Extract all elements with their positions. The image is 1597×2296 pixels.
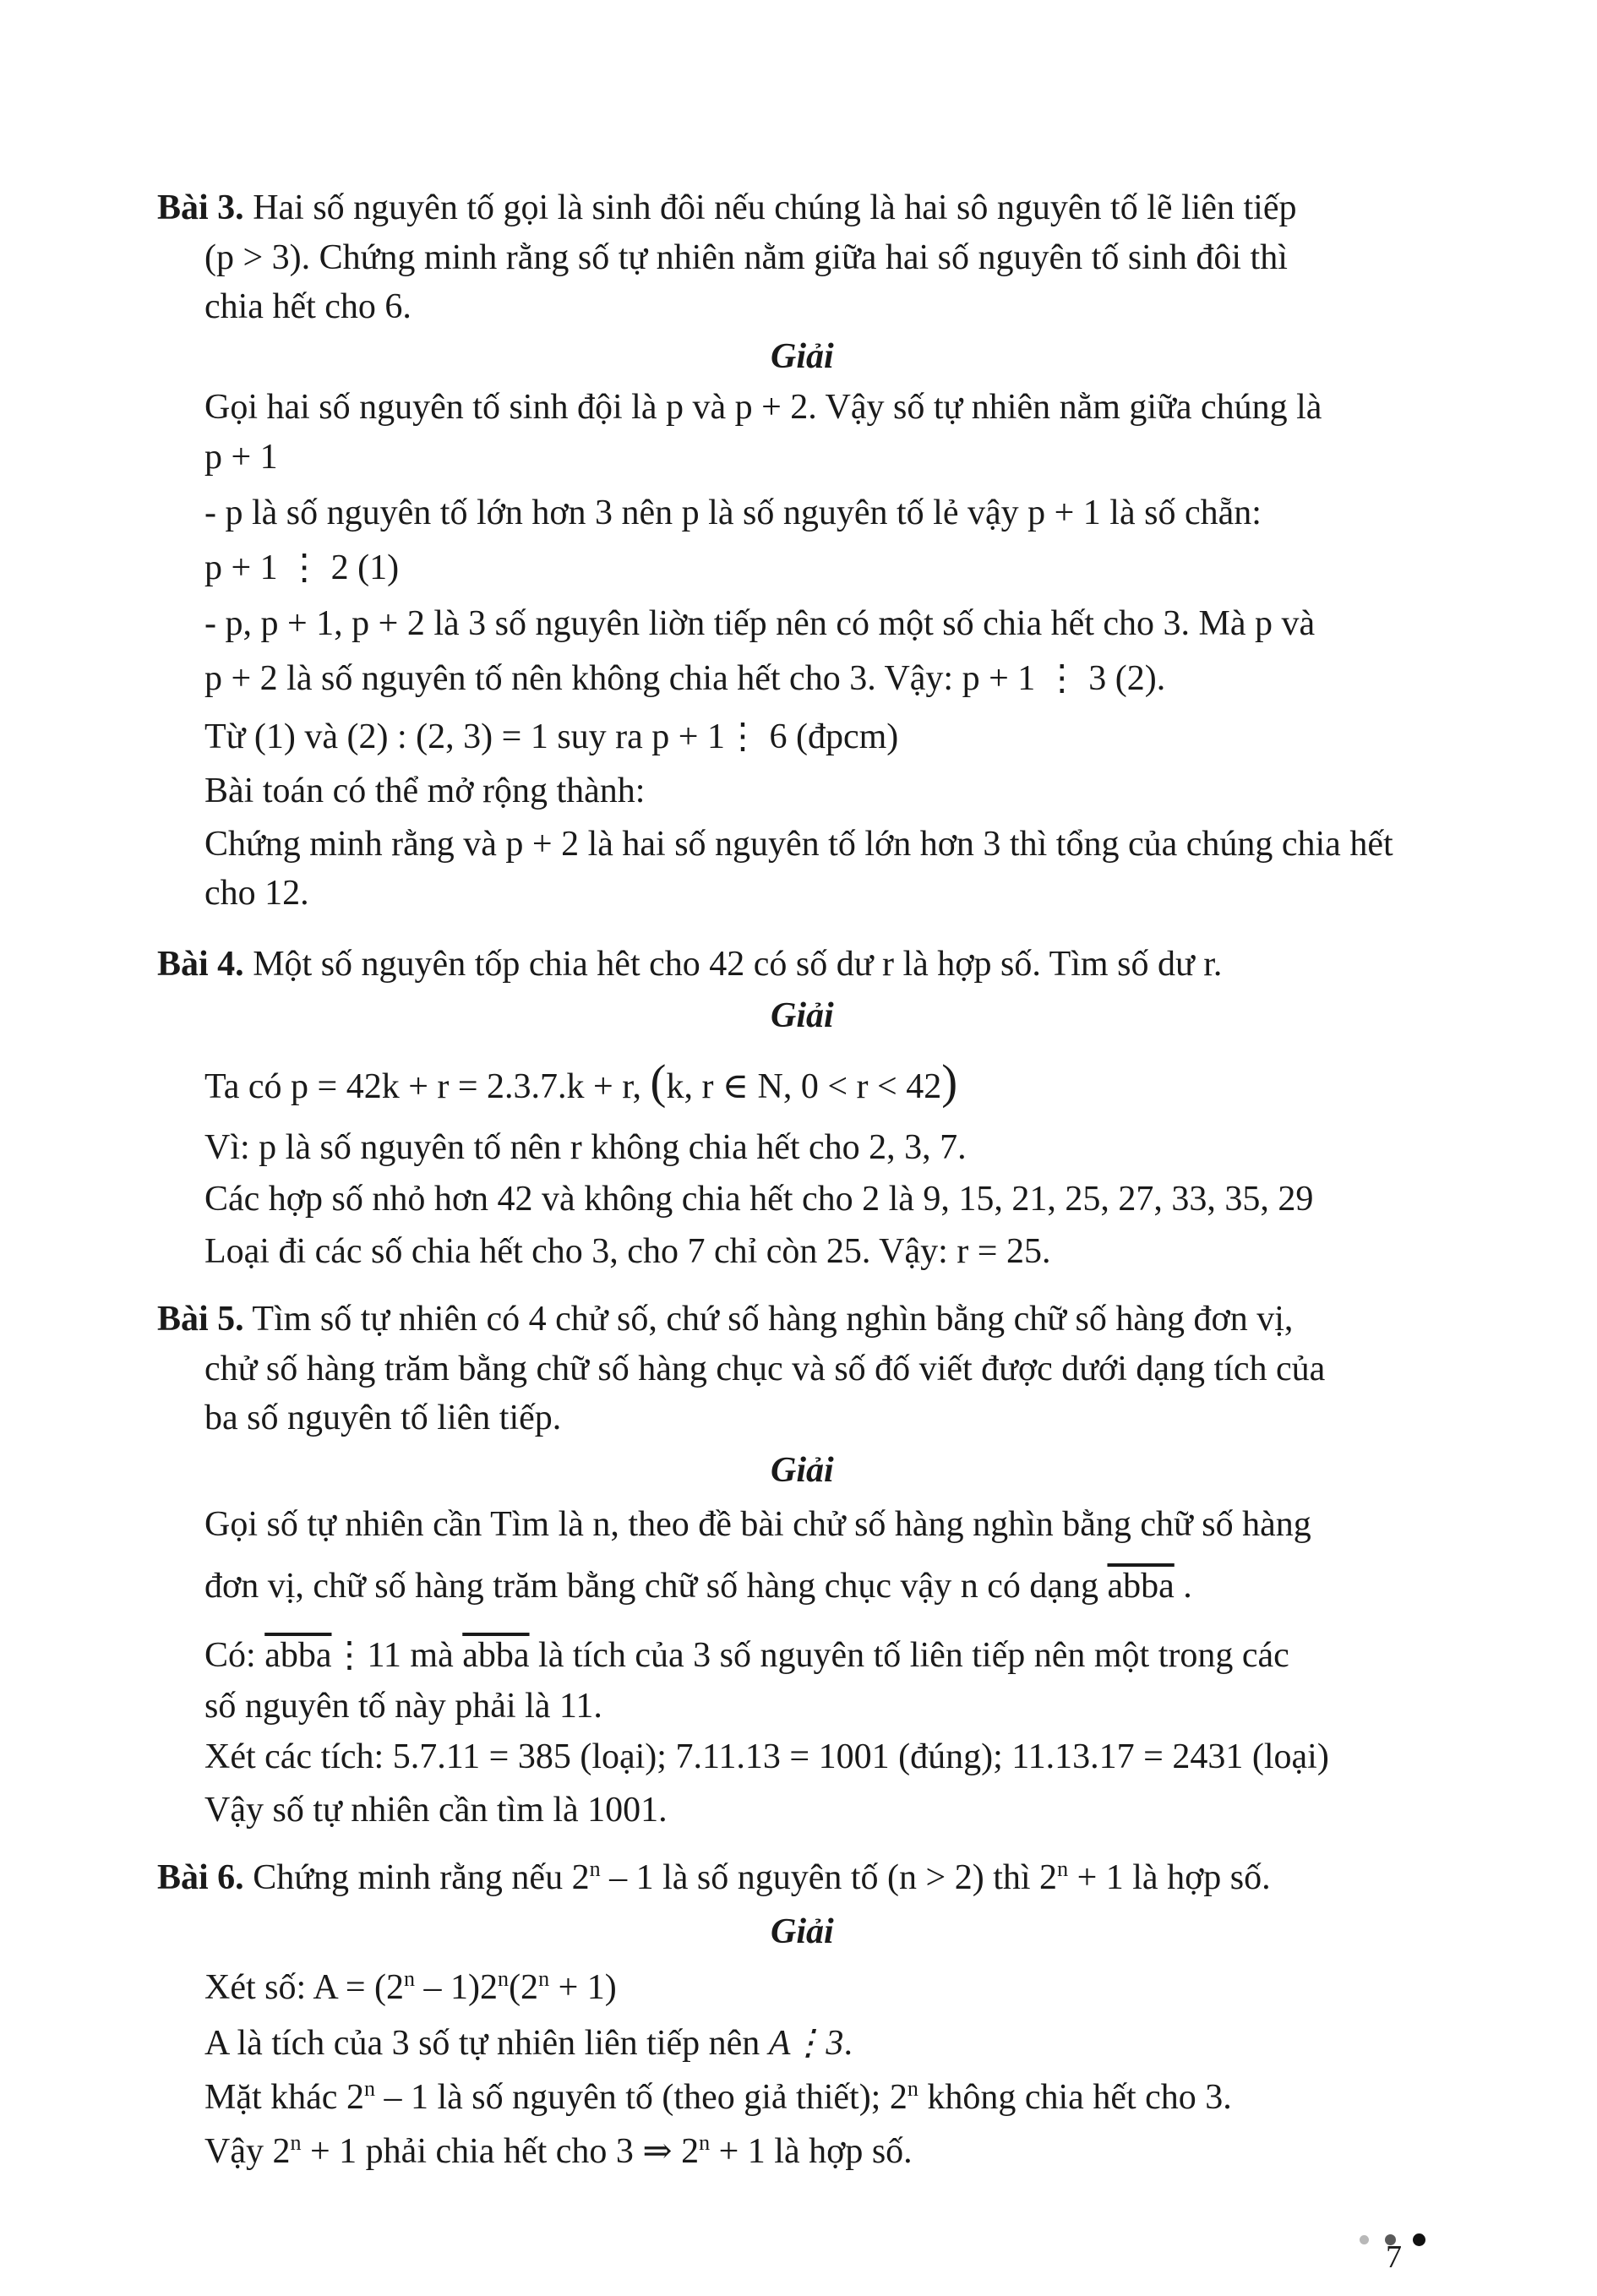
abba-overline: abba xyxy=(1107,1567,1175,1606)
bai3-statement-line3: chia hết cho 6. xyxy=(204,287,412,326)
bai4-solution-line1: Ta có p = 42k + r = 2.3.7.k + r, (k, r ∈ N, 0 < r < 42) xyxy=(204,1055,958,1109)
bai4-solution-line2: Vì: p là số nguyên tố nên r không chia hết cho 2, 3, 7. xyxy=(204,1128,967,1167)
bai6-label: Bài 6. xyxy=(157,1858,244,1897)
bai3-solution-line1: Gọi hai số nguyên tố sinh đội là p và p + 2. Vậy số tự nhiên nằm giữa chúng là xyxy=(204,388,1322,427)
dot-icon xyxy=(1360,2235,1369,2244)
bai3-solution-line3: - p là số nguyên tố lớn hơn 3 nên p là số nguyên tố lẻ vậy p + 1 là số chẵn: xyxy=(204,494,1262,532)
bai5-solution-line5: Xét các tích: 5.7.11 = 385 (loại); 7.11.13 = 1001 (đúng); 11.13.17 = 2431 (loại) xyxy=(204,1737,1329,1776)
bai3-solution-line4: p + 1 ⋮ 2 (1) xyxy=(204,548,400,587)
bai3-statement-line2: (p > 3). Chứng minh rằng số tự nhiên nằm giữa hai số nguyên tố sinh đôi thì xyxy=(204,238,1288,277)
bai3-statement-line1: Bài 3. Hai số nguyên tố gọi là sinh đôi nếu chúng là hai sô nguyên tố lẽ liên tiếp xyxy=(157,188,1297,227)
bai6-solution-line4: Vậy $2^n + 1$ phải chia hết cho 3 ⇒ $2^n + 1$ là hợp số. xyxy=(204,2130,913,2171)
bai3-solution-line8: Bài toán có thể mở rộng thành: xyxy=(204,772,646,810)
bai6-statement-line1: Bài 6. Chứng minh rằng nếu 2$^n$ – 1 là số nguyên tố (n > 2) thì $2^n + 1$ là hợp số. xyxy=(157,1857,1271,1897)
bai3-solution-line10: cho 12. xyxy=(204,874,309,913)
bai5-solution-line1: Gọi số tự nhiên cần Tìm là n, theo đề bài chử số hàng nghìn bằng chữ số hàng xyxy=(204,1505,1311,1544)
bai6-solution-line1: Xét số: $A = (2^n - 1)2^n(2^n + 1)$ xyxy=(204,1966,617,2007)
bai3-solution-line6: p + 2 là số nguyên tố nên không chia hết cho 3. Vậy: p + 1 ⋮ 3 (2). xyxy=(204,659,1166,698)
bai3-solution-line9: Chứng minh rằng và p + 2 là hai số nguyên tố lớn hơn 3 thì tổng của chúng chia hết xyxy=(204,825,1393,864)
bai5-solution-line3: Có: abba⋮11 mà abba là tích của 3 số nguyên tố liên tiếp nên một trong các xyxy=(204,1636,1289,1675)
bai6-solution-line2: A là tích của 3 số tự nhiên liên tiếp nên A⋮3. xyxy=(204,2024,853,2063)
bai4-label: Bài 4. xyxy=(157,945,244,984)
bai3-solution-line2: p + 1 xyxy=(204,438,278,477)
bai4-statement-line1: Bài 4. Một số nguyên tốp chia hêt cho 42 có số dư r là hợp số. Tìm số dư r. xyxy=(157,945,1223,984)
bai3-solution-line7: Từ (1) và (2) : (2, 3) = 1 suy ra p + 1⋮ 6 (đpcm) xyxy=(204,717,899,756)
bai5-label: Bài 5. xyxy=(157,1300,244,1339)
bai3-label: Bài 3. xyxy=(157,188,244,227)
bai6-solution-line3: Mặt khác 2$^n$ – 1 là số nguyên tố (theo giả thiết); 2$^n$ không chia hết cho 3. xyxy=(204,2076,1232,2117)
bai3-solution-heading: Giải xyxy=(771,337,834,376)
page-number: 7 xyxy=(1386,2239,1402,2275)
bai5-solution-line4: số nguyên tố này phải là 11. xyxy=(204,1687,602,1726)
bai6-solution-heading: Giải xyxy=(771,1912,834,1951)
bai5-statement-line1: Bài 5. Tìm số tự nhiên có 4 chử số, chứ số hàng nghìn bằng chữ số hàng đơn vị, xyxy=(157,1300,1294,1339)
bai5-solution-heading: Giải xyxy=(771,1451,834,1490)
bai4-solution-heading: Giải xyxy=(771,996,834,1035)
bai5-solution-line6: Vậy số tự nhiên cần tìm là 1001. xyxy=(204,1791,668,1830)
bai4-solution-line4: Loại đi các số chia hết cho 3, cho 7 chỉ còn 25. Vậy: r = 25. xyxy=(204,1232,1051,1271)
bai5-statement-line2: chử số hàng trăm bằng chữ số hàng chục và số đố viết được dưới dạng tích của xyxy=(204,1350,1326,1388)
bai4-solution-line3: Các hợp số nhỏ hơn 42 và không chia hết cho 2 là 9, 15, 21, 25, 27, 33, 35, 29 xyxy=(204,1180,1314,1219)
bai3-solution-line5: - p, p + 1, p + 2 là 3 số nguyên liờn tiếp nên có một số chia hết cho 3. Mà p và xyxy=(204,604,1316,643)
bai5-statement-line3: ba số nguyên tố liên tiếp. xyxy=(204,1399,562,1437)
bai5-solution-line2: đơn vị, chữ số hàng trăm bằng chữ số hàng chục vậy n có dạng abba . xyxy=(204,1567,1192,1606)
dot-icon xyxy=(1413,2233,1425,2246)
